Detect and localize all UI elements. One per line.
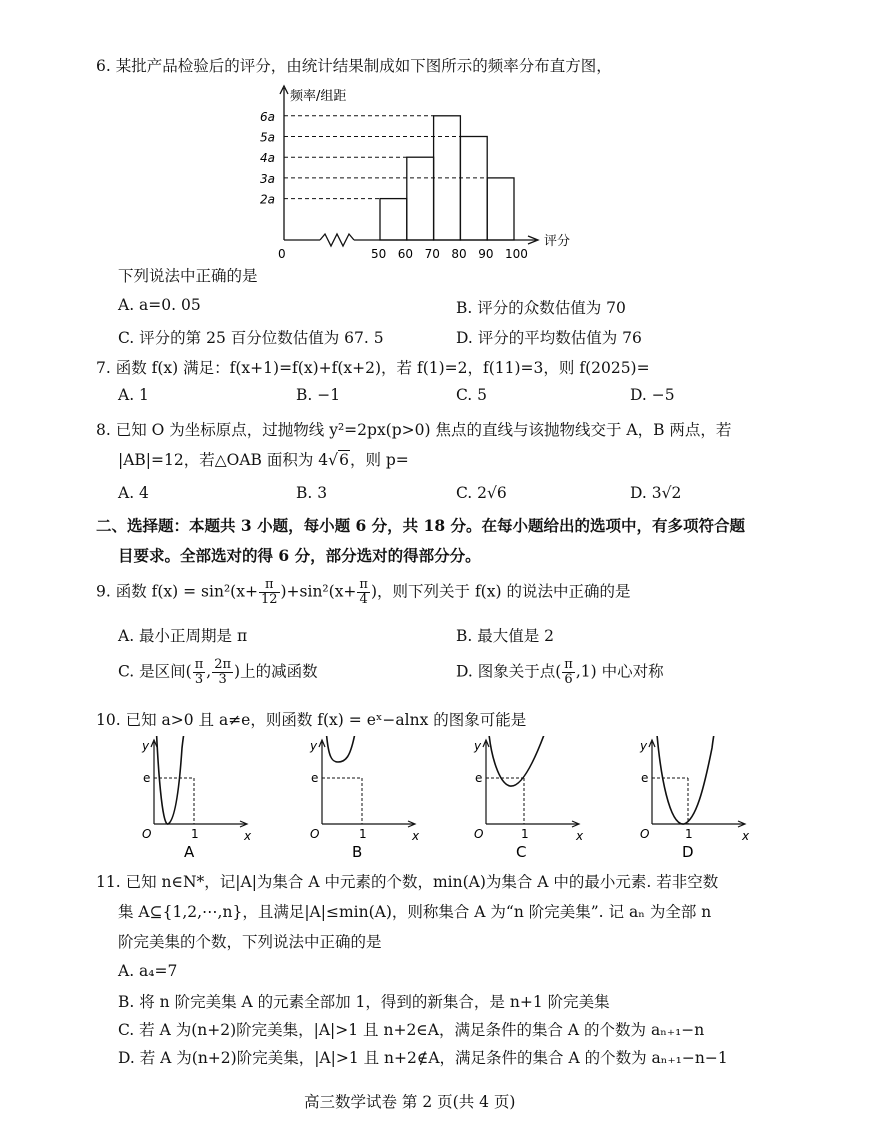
graph-choice-label: B xyxy=(352,843,363,861)
axis-break xyxy=(320,234,354,246)
q7-option-a: A. 1 xyxy=(118,386,149,404)
histogram-bar xyxy=(487,178,514,240)
q8-line1: 8. 已知 O 为坐标原点，过抛物线 y²=2px(p>0) 焦点的直线与该抛物线交于 A，B 两点，若 xyxy=(96,421,732,439)
graph-e-label: e xyxy=(641,771,649,785)
histogram xyxy=(240,80,620,260)
y-tick-label: 4a xyxy=(260,151,275,166)
graph-origin-label: O xyxy=(640,827,650,841)
q6-option-c: C. 评分的第 25 百分位数估值为 67. 5 xyxy=(118,329,384,347)
graph-curve xyxy=(656,736,718,824)
q7-stem: 7. 函数 f(x) 满足：f(x+1)=f(x)+f(x+2)，若 f(1)=2，f(11)=3，则 f(2025)= xyxy=(96,359,650,377)
q11-option-a: A. a₄=7 xyxy=(118,962,178,980)
q8-line2: |AB|=12，若△OAB 面积为 4√6，则 p= xyxy=(118,451,409,469)
x-tick-label: 90 xyxy=(478,247,494,260)
q9-frac2: $\frac{\pi}{4}$ xyxy=(359,577,368,607)
q7-option-d: D. −5 xyxy=(630,386,675,404)
graph-curve xyxy=(326,736,362,762)
q11-line2: 集 A⊆{1,2,⋯,n}，且满足|A|≤min(A)，则称集合 A 为“n 阶完美集”. 记 aₙ 为全部 n xyxy=(118,903,712,921)
x-tick-label: 100 xyxy=(505,247,528,260)
y-tick-label: 6a xyxy=(260,109,275,124)
q8-option-b: B. 3 xyxy=(296,484,328,502)
graph-e-label: e xyxy=(143,771,151,785)
q7-option-c: C. 5 xyxy=(456,386,488,404)
x-tick-label: 60 xyxy=(397,247,414,260)
y-tick-label: 5a xyxy=(260,130,275,145)
graph-e-label: e xyxy=(475,771,483,785)
y-tick-label: 2a xyxy=(260,192,275,207)
graph-y-label: y xyxy=(310,739,318,753)
q9-option-a: A. 最小正周期是 π xyxy=(118,627,248,645)
q7-option-b: B. −1 xyxy=(296,386,341,404)
q11-option-b: B. 将 n 阶完美集 A 的元素全部加 1，得到的新集合，是 n+1 阶完美集 xyxy=(118,993,610,1011)
q11-line1: 11. 已知 n∈N*，记|A|为集合 A 中元素的个数，min(A)为集合 A 中的最小元素. 若非空数 xyxy=(96,873,719,891)
y-axis-label: 频率/组距 xyxy=(290,89,347,104)
q10-graph-d xyxy=(632,736,772,861)
q9-stem: 9. 函数 f(x) = sin²(x+ $\frac{\pi}{12}$ )+sin²(x+ $\frac{\pi}{4}$ )，则下列关于 f(x) 的说法中正确的是 xyxy=(96,577,631,607)
q9-frac1: $\frac{\pi}{12}$ xyxy=(260,577,278,607)
section2-line2: 目要求。全部选对的得 6 分，部分选对的得部分分。 xyxy=(118,546,481,565)
graph-x-label: x xyxy=(742,829,750,843)
q11-line3: 阶完美集的个数，下列说法中正确的是 xyxy=(118,933,382,951)
q6-option-a: A. a=0. 05 xyxy=(118,296,201,314)
x-tick-label: 50 xyxy=(371,247,387,260)
q6-option-d: D. 评分的平均数估值为 76 xyxy=(456,329,642,347)
q10-graph-b xyxy=(302,736,442,861)
graph-choice-label: C xyxy=(516,843,527,861)
q9-option-b: B. 最大值是 2 xyxy=(456,627,555,645)
x-tick-label: 80 xyxy=(451,247,467,260)
graph-e-label: e xyxy=(311,771,319,785)
q11-option-c: C. 若 A 为(n+2)阶完美集，|A|>1 且 n+2∈A，满足条件的集合 A 的个数为 aₙ₊₁−n xyxy=(118,1021,705,1039)
graph-y-label: y xyxy=(142,739,150,753)
q10-stem: 10. 已知 a>0 且 a≠e，则函数 f(x) = eˣ−alnx 的图象可能是 xyxy=(96,711,527,729)
graph-origin-label: O xyxy=(310,827,320,841)
graph-one-label: 1 xyxy=(191,827,199,841)
graph-y-label: y xyxy=(640,739,648,753)
graph-curve xyxy=(156,736,188,824)
graph-x-label: x xyxy=(412,829,420,843)
origin-label: 0 xyxy=(278,247,286,260)
q10-graph-c xyxy=(466,736,606,861)
graph-y-label: y xyxy=(474,739,482,753)
section2-line1: 二、选择题：本题共 3 小题，每小题 6 分，共 18 分。在每小题给出的选项中，有多项符合题 xyxy=(96,516,746,535)
graph-one-label: 1 xyxy=(359,827,367,841)
graph-choice-label: D xyxy=(682,843,694,861)
page-footer: 高三数学试卷 第 2 页(共 4 页) xyxy=(304,1093,516,1111)
histogram-bar xyxy=(380,199,407,240)
x-axis-label: 评分 xyxy=(544,234,571,249)
q8-option-d: D. 3√2 xyxy=(630,484,682,502)
q11-option-d: D. 若 A 为(n+2)阶完美集，|A|>1 且 n+2∉A，满足条件的集合 A 的个数为 aₙ₊₁−n−1 xyxy=(118,1049,728,1067)
histogram-bar xyxy=(407,157,434,240)
histogram-bar xyxy=(460,137,487,241)
y-tick-label: 3a xyxy=(260,171,275,186)
q9-option-d: D. 图象关于点( $\frac{\pi}{6}$ ,1) 中心对称 xyxy=(456,657,664,687)
graph-x-label: x xyxy=(576,829,584,843)
x-tick-label: 70 xyxy=(424,247,440,260)
graph-one-label: 1 xyxy=(521,827,529,841)
graph-choice-label: A xyxy=(184,843,195,861)
q8-option-c: C. 2√6 xyxy=(456,484,507,502)
q6-option-b: B. 评分的众数估值为 70 xyxy=(456,299,626,317)
graph-x-label: x xyxy=(244,829,252,843)
q6-tail: 下列说法中正确的是 xyxy=(118,267,258,285)
graph-curve xyxy=(488,736,548,786)
graph-origin-label: O xyxy=(142,827,152,841)
q8-option-a: A. 4 xyxy=(118,484,149,502)
graph-origin-label: O xyxy=(474,827,484,841)
q9-option-c: C. 是区间( $\frac{\pi}{3}$ , $\frac{2\pi}{3}$ )上的减函数 xyxy=(118,657,318,687)
q6-stem: 6. 某批产品检验后的评分，由统计结果制成如下图所示的频率分布直方图， xyxy=(96,57,612,75)
graph-one-label: 1 xyxy=(685,827,693,841)
q10-graph-a xyxy=(134,736,274,861)
